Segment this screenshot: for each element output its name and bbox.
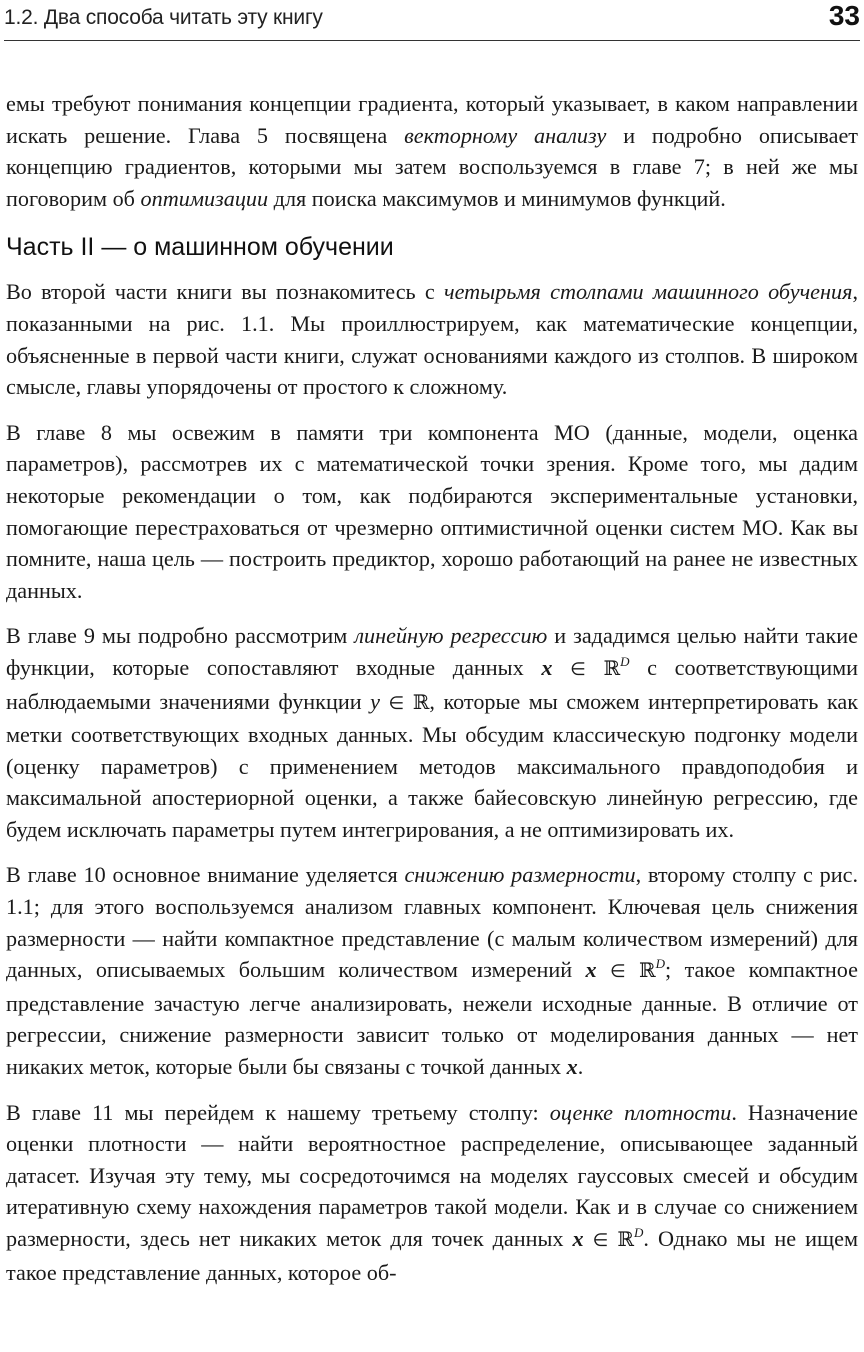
text-run: , показанными на рис. 1.1. Мы проиллюстрируем, как математические концепции, объясненные в первой части книги, служат основаниями каждого из столпов. В широком смысле, главы упорядочены от простого к сложному. bbox=[6, 279, 858, 400]
text-run: В главе 10 основное внимание уделяется bbox=[6, 862, 405, 888]
math-superscript-d: D bbox=[620, 653, 630, 669]
math-superscript-d: D bbox=[633, 1225, 644, 1240]
emphasis-linear-regression: линейную регрессию bbox=[354, 623, 548, 649]
math-in-symbol: ∈ bbox=[570, 658, 586, 679]
text-run: . Назначение оценки плотности — найти вероятностное распределение, описывающее заданный датасет. Изучая эту тему, мы сосредоточимся на моделях гауссовых смесей и обсудим итеративную схему нахождения параметров такой модели. Как и в случае со снижением размерности, здесь нет никаких меток для точек данных bbox=[6, 1099, 858, 1251]
text-run: для поиска максимумов и минимумов функций. bbox=[268, 185, 726, 211]
page-body bbox=[6, 88, 858, 1302]
math-superscript-d: D bbox=[655, 956, 666, 972]
math-var-x: x bbox=[585, 957, 597, 983]
page-number: 33 bbox=[828, 0, 860, 31]
text-run: . bbox=[577, 1054, 584, 1080]
math-reals-symbol: ℝ bbox=[412, 689, 430, 714]
text-run: емы требуют понимания концепции градиента, который указывает, в каком направлении искать решение. Глава 5 посвящена bbox=[6, 91, 858, 148]
section-heading: Часть II — о машинном обучении bbox=[6, 233, 394, 262]
paragraph-2 bbox=[6, 276, 858, 402]
text-run: и подробно описывает концепцию градиентов, которыми мы затем воспользуемся в главе 7; в ней же мы поговорим об bbox=[6, 122, 858, 211]
math-reals-symbol: ℝ bbox=[603, 655, 621, 680]
math-var-y: y bbox=[370, 688, 380, 714]
text-run: . Однако мы не ищем такое представление данных, которое об- bbox=[6, 1226, 858, 1285]
text-run: , второму столпу с рис. 1.1; для этого воспользуемся анализом главных компонент. Ключевая цель снижения размерности — найти компактное представление (с малым количеством измерений) для данных, описываемых большим количеством измерений bbox=[6, 862, 858, 983]
text-run: Во второй части книги вы познакомитесь с bbox=[6, 279, 445, 305]
text-run: и зададимся целью найти такие функции, которые сопоставляют входные данных bbox=[6, 623, 858, 680]
math-x-in-rd bbox=[573, 1226, 644, 1251]
math-reals-symbol: ℝ bbox=[639, 958, 656, 983]
paragraph-5 bbox=[6, 859, 858, 1082]
math-in-symbol: ∈ bbox=[388, 692, 405, 713]
paragraph-4 bbox=[6, 620, 858, 845]
math-in-symbol: ∈ bbox=[592, 1230, 609, 1250]
running-header bbox=[4, 0, 860, 41]
paragraph-3: В главе 8 мы освежим в памяти три компонента МО (данные, модели, оценка параметров), рассмотрев их с математической точки зрения. Кроме того, мы дадим некоторые рекомендации о том, как подбираются экспериментальные установки, помогающие перестраховаться от чрезмерно оптимистичной оценки систем МО. Как вы помните, наша цель — построить предиктор, хорошо работающий на ранее не известных данных. bbox=[6, 419, 858, 603]
text-run: В главе 11 мы перейдем к нашему третьему столпу: bbox=[6, 1099, 550, 1125]
math-var-x: x bbox=[541, 654, 553, 680]
math-var-x: x bbox=[566, 1054, 578, 1080]
emphasis-optimization: оптимизации bbox=[140, 185, 269, 211]
math-reals-symbol: ℝ bbox=[617, 1227, 634, 1251]
paragraph-6 bbox=[6, 1097, 858, 1289]
section-title: 1.2. Два способа читать эту книгу bbox=[4, 6, 323, 29]
emphasis-density-estimation: оценке плотности bbox=[549, 1099, 732, 1125]
math-y-in-r bbox=[370, 689, 429, 714]
emphasis-four-pillars: четырьмя столпами машинного обучения bbox=[444, 279, 853, 305]
text-run: с соответствующими наблюдаемыми значениями функции bbox=[6, 654, 859, 714]
math-var-x: x bbox=[572, 1226, 584, 1251]
math-x-in-rd bbox=[585, 957, 665, 982]
text-run: , которые мы сможем интерпретировать как метки соответствующих входных данных. Мы обсудим классическую подгонку модели (оценку параметров) с применением методов максимального правдоподобия и максимальной апостериорной оценки, а также байесовскую линейную регрессию, где будем исключать параметры путем интегрирования, а не оптимизировать их. bbox=[6, 688, 859, 842]
emphasis-vector-analysis: векторному анализу bbox=[404, 122, 607, 148]
paragraph-1 bbox=[6, 88, 858, 214]
text-run: В главе 9 мы подробно рассмотрим bbox=[6, 623, 355, 649]
math-in-symbol: ∈ bbox=[609, 961, 626, 982]
math-x-in-rd bbox=[541, 655, 629, 680]
emphasis-dimensionality-reduction: снижению размерности bbox=[404, 862, 636, 888]
text-run: ; такое компактное представление зачастую легче анализировать, нежели исходные данные. В отличие от регрессии, снижение размерности зависит только от моделирования данных — нет никаких меток, которые были бы связаны с точкой данных bbox=[6, 957, 859, 1080]
